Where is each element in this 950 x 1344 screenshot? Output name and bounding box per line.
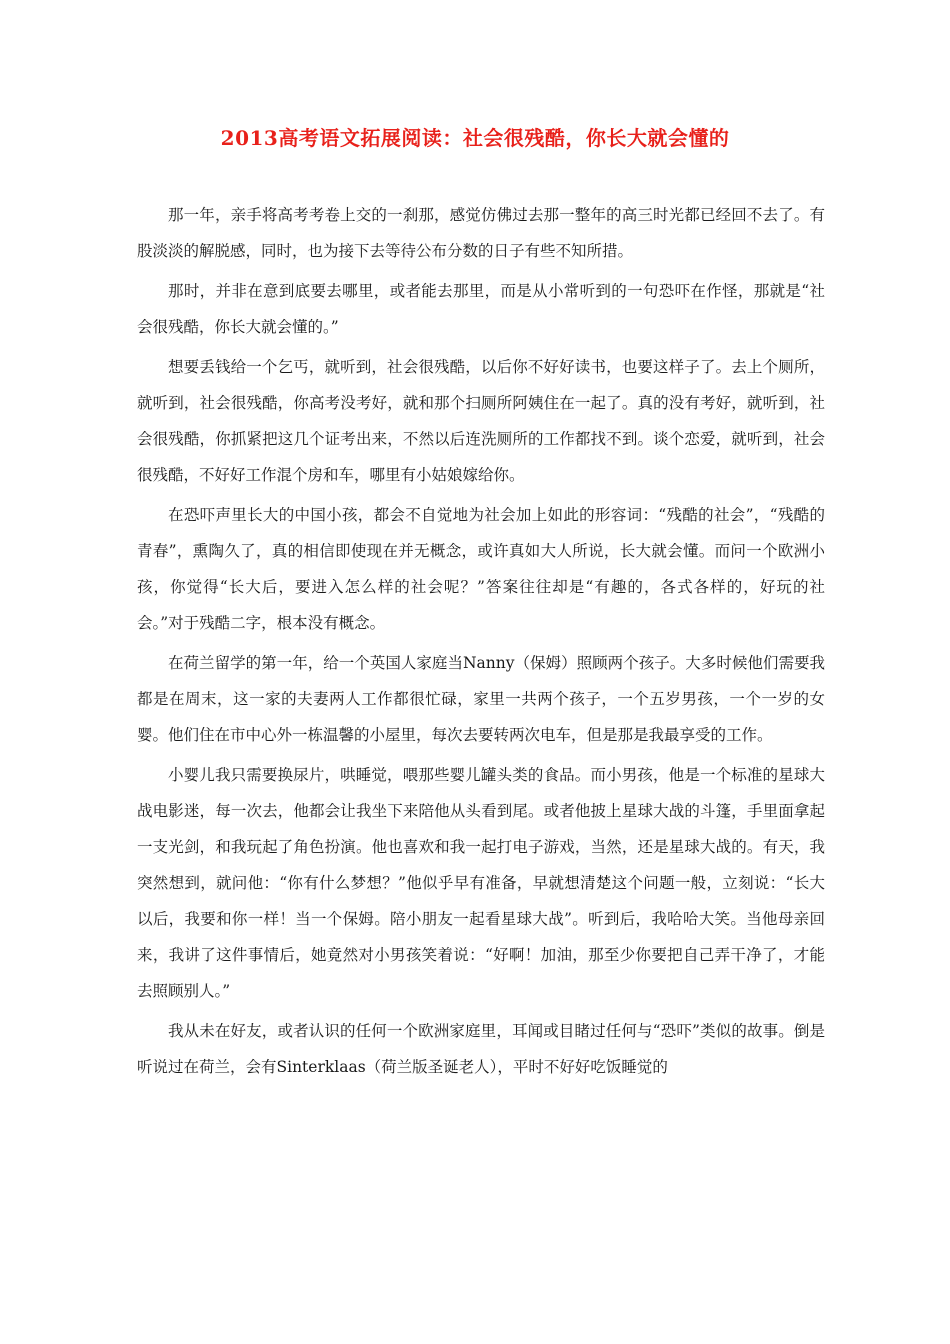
paragraph-2: 那时，并非在意到底要去哪里，或者能去那里，而是从小常听到的一句恐吓在作怪，那就是“社会很残酷，你长大就会懂的。” [137, 282, 825, 336]
paragraph-3: 想要丢钱给一个乞丐，就听到，社会很残酷，以后你不好好读书，也要这样子了。去上个厕所，就听到，社会很残酷，你高考没考好，就和那个扫厕所阿姨住在一起了。真的没有考好，就听到，社会很残酷，你抓紧把这几个证考出来，不然以后连洗厕所的工作都找不到。谈个恋爱，就听到，社会很残酷，不好好工作混个房和车，哪里有小姑娘嫁给你。 [137, 358, 825, 484]
paragraph-6: 小婴儿我只需要换尿片，哄睡觉，喂那些婴儿罐头类的食品。而小男孩，他是一个标准的星球大战电影迷，每一次去，他都会让我坐下来陪他从头看到尾。或者他披上星球大战的斗篷，手里面拿起一支光剑，和我玩起了角色扮演。他也喜欢和我一起打电子游戏，当然，还是星球大战的。有天，我突然想到，就问他：“你有什么梦想？”他似乎早有准备，早就想清楚这个问题一般，立刻说：“长大以后，我要和你一样！当一个保姆。陪小朋友一起看星球大战”。听到后，我哈哈大笑。当他母亲回来，我讲了这件事情后，她竟然对小男孩笑着说：“好啊！加油，那至少你要把自己弄干净了，才能去照顾别人。” [137, 766, 825, 1000]
article-body [137, 197, 825, 1089]
document-title: 2013高考语文拓展阅读：社会很残酷，你长大就会懂的 [220, 126, 730, 150]
paragraph-7: 我从未在好友，或者认识的任何一个欧洲家庭里，耳闻或目睹过任何与“恐吓”类似的故事。倒是听说过在荷兰，会有Sinterklaas（荷兰版圣诞老人），平时不好好吃饭睡觉的 [137, 1022, 825, 1076]
paragraph-4: 在恐吓声里长大的中国小孩，都会不自觉地为社会加上如此的形容词：“残酷的社会”，“残酷的青春”，熏陶久了，真的相信即使现在并无概念，或许真如大人所说，长大就会懂。而问一个欧洲小孩，你觉得“长大后，要进入怎么样的社会呢？”答案往往却是“有趣的，各式各样的，好玩的社会。”对于残酷二字，根本没有概念。 [137, 506, 825, 632]
paragraph-1: 那一年，亲手将高考考卷上交的一刹那，感觉仿佛过去那一整年的高三时光都已经回不去了。有股淡淡的解脱感，同时，也为接下去等待公布分数的日子有些不知所措。 [137, 206, 825, 260]
paragraph-5: 在荷兰留学的第一年，给一个英国人家庭当Nanny（保姆）照顾两个孩子。大多时候他们需要我都是在周末，这一家的夫妻两人工作都很忙碌，家里一共两个孩子，一个五岁男孩，一个一岁的女婴。他们住在市中心外一栋温馨的小屋里，每次去要转两次电车，但是那是我最享受的工作。 [137, 654, 825, 744]
